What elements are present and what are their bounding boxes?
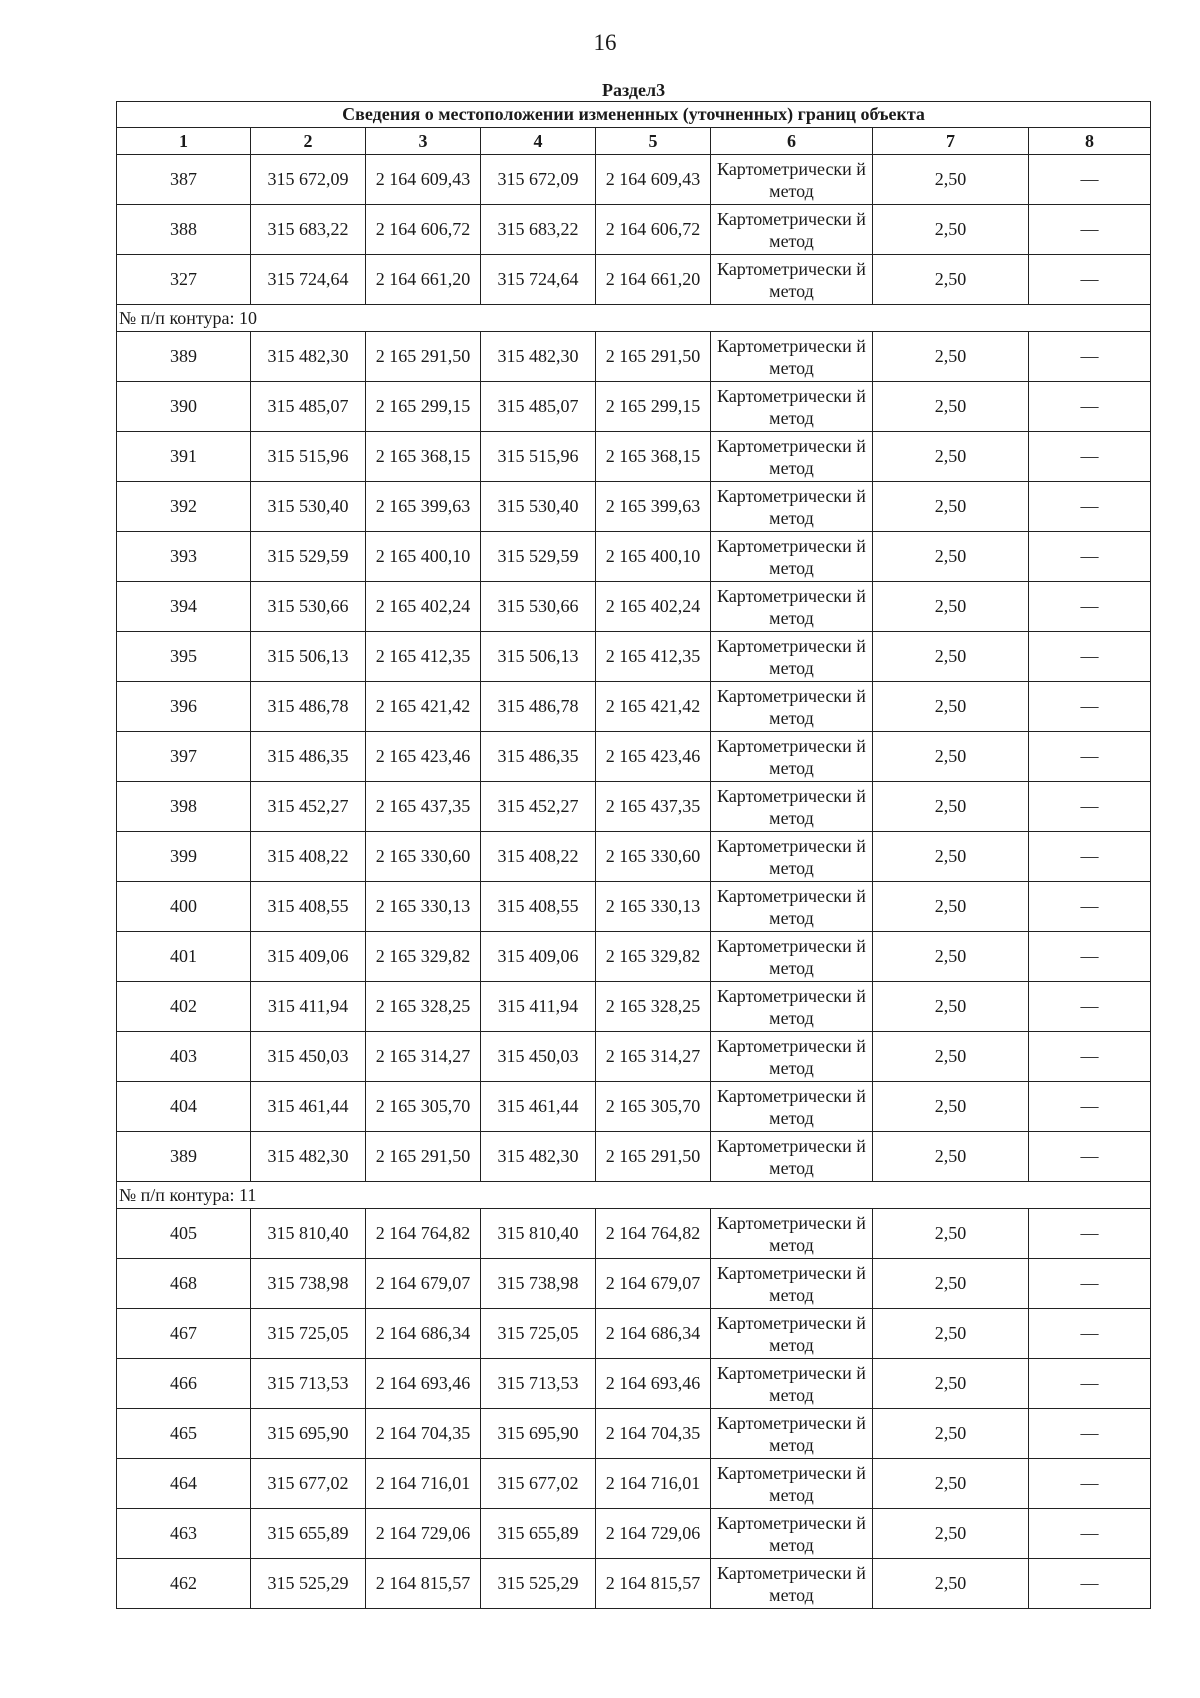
- accuracy-cell: 2,50: [873, 205, 1029, 255]
- accuracy-cell: 2,50: [873, 432, 1029, 482]
- boundary-coordinates-table: [116, 79, 1151, 1609]
- x-coordinate: 315 810,40: [251, 1209, 366, 1259]
- y-coordinate-new: 2 164 704,35: [596, 1409, 711, 1459]
- point-number: 466: [117, 1359, 251, 1409]
- x-coordinate-new: 315 655,89: [481, 1509, 596, 1559]
- x-coordinate-new: 315 482,30: [481, 1132, 596, 1182]
- x-coordinate-new: 315 525,29: [481, 1559, 596, 1609]
- accuracy-cell: 2,50: [873, 782, 1029, 832]
- y-coordinate: 2 165 421,42: [366, 682, 481, 732]
- x-coordinate-new: 315 450,03: [481, 1032, 596, 1082]
- column-number: 6: [711, 128, 873, 155]
- y-coordinate-new: 2 165 299,15: [596, 382, 711, 432]
- notes-cell: —: [1029, 1509, 1151, 1559]
- accuracy-cell: 2,50: [873, 1309, 1029, 1359]
- x-coordinate-new: 315 530,66: [481, 582, 596, 632]
- method-cell: Картометрически й метод: [711, 1259, 873, 1309]
- notes-cell: —: [1029, 482, 1151, 532]
- section-heading: Раздел3: [602, 80, 666, 100]
- y-coordinate-new: 2 165 412,35: [596, 632, 711, 682]
- notes-cell: —: [1029, 1032, 1151, 1082]
- x-coordinate-new: 315 452,27: [481, 782, 596, 832]
- y-coordinate: 2 164 716,01: [366, 1459, 481, 1509]
- y-coordinate: 2 164 661,20: [366, 255, 481, 305]
- accuracy-cell: 2,50: [873, 1132, 1029, 1182]
- x-coordinate-new: 315 724,64: [481, 255, 596, 305]
- point-number: 464: [117, 1459, 251, 1509]
- method-cell: Картометрически й метод: [711, 532, 873, 582]
- y-coordinate: 2 164 609,43: [366, 155, 481, 205]
- y-coordinate-new: 2 165 399,63: [596, 482, 711, 532]
- method-cell: Картометрически й метод: [711, 155, 873, 205]
- notes-cell: —: [1029, 782, 1151, 832]
- table-row: [117, 1259, 1151, 1309]
- page-number: 16: [593, 30, 617, 55]
- table-row: [117, 255, 1151, 305]
- accuracy-cell: 2,50: [873, 1082, 1029, 1132]
- table-row: [117, 732, 1151, 782]
- table-row: [117, 1309, 1151, 1359]
- method-cell: Картометрически й метод: [711, 782, 873, 832]
- x-coordinate: 315 506,13: [251, 632, 366, 682]
- y-coordinate: 2 165 402,24: [366, 582, 481, 632]
- y-coordinate: 2 164 693,46: [366, 1359, 481, 1409]
- y-coordinate: 2 165 330,60: [366, 832, 481, 882]
- y-coordinate-new: 2 164 679,07: [596, 1259, 711, 1309]
- notes-cell: —: [1029, 532, 1151, 582]
- column-number: 3: [366, 128, 481, 155]
- point-number: 465: [117, 1409, 251, 1459]
- y-coordinate-new: 2 165 291,50: [596, 1132, 711, 1182]
- y-coordinate-new: 2 165 402,24: [596, 582, 711, 632]
- notes-cell: —: [1029, 682, 1151, 732]
- y-coordinate: 2 165 305,70: [366, 1082, 481, 1132]
- method-cell: Картометрически й метод: [711, 1209, 873, 1259]
- y-coordinate: 2 165 423,46: [366, 732, 481, 782]
- x-coordinate: 315 411,94: [251, 982, 366, 1032]
- notes-cell: —: [1029, 582, 1151, 632]
- x-coordinate-new: 315 683,22: [481, 205, 596, 255]
- notes-cell: —: [1029, 732, 1151, 782]
- point-number: 390: [117, 382, 251, 432]
- y-coordinate-new: 2 165 423,46: [596, 732, 711, 782]
- method-cell: Картометрически й метод: [711, 1559, 873, 1609]
- x-coordinate: 315 485,07: [251, 382, 366, 432]
- x-coordinate-new: 315 725,05: [481, 1309, 596, 1359]
- y-coordinate-new: 2 164 716,01: [596, 1459, 711, 1509]
- table-row: [117, 1509, 1151, 1559]
- table-row: [117, 1082, 1151, 1132]
- y-coordinate-new: 2 165 328,25: [596, 982, 711, 1032]
- method-cell: Картометрически й метод: [711, 1032, 873, 1082]
- table-row: [117, 1132, 1151, 1182]
- y-coordinate-new: 2 165 314,27: [596, 1032, 711, 1082]
- accuracy-cell: 2,50: [873, 732, 1029, 782]
- x-coordinate-new: 315 695,90: [481, 1409, 596, 1459]
- accuracy-cell: 2,50: [873, 832, 1029, 882]
- column-number: 2: [251, 128, 366, 155]
- table-row: [117, 632, 1151, 682]
- x-coordinate: 315 713,53: [251, 1359, 366, 1409]
- point-number: 399: [117, 832, 251, 882]
- x-coordinate: 315 409,06: [251, 932, 366, 982]
- point-number: 394: [117, 582, 251, 632]
- method-cell: Картометрически й метод: [711, 1132, 873, 1182]
- notes-cell: —: [1029, 1409, 1151, 1459]
- notes-cell: —: [1029, 1359, 1151, 1409]
- method-cell: Картометрически й метод: [711, 205, 873, 255]
- y-coordinate-new: 2 165 400,10: [596, 532, 711, 582]
- accuracy-cell: 2,50: [873, 1409, 1029, 1459]
- table-row: [117, 932, 1151, 982]
- method-cell: Картометрически й метод: [711, 1409, 873, 1459]
- y-coordinate-new: 2 164 661,20: [596, 255, 711, 305]
- x-coordinate: 315 486,35: [251, 732, 366, 782]
- y-coordinate-new: 2 164 729,06: [596, 1509, 711, 1559]
- section-heading-row: [117, 79, 1151, 102]
- y-coordinate-new: 2 164 764,82: [596, 1209, 711, 1259]
- point-number: 403: [117, 1032, 251, 1082]
- accuracy-cell: 2,50: [873, 1032, 1029, 1082]
- point-number: 400: [117, 882, 251, 932]
- y-coordinate-new: 2 165 330,13: [596, 882, 711, 932]
- contour-label: № п/п контура: 10: [117, 305, 1151, 332]
- x-coordinate: 315 486,78: [251, 682, 366, 732]
- accuracy-cell: 2,50: [873, 332, 1029, 382]
- point-number: 391: [117, 432, 251, 482]
- notes-cell: —: [1029, 155, 1151, 205]
- method-cell: Картометрически й метод: [711, 882, 873, 932]
- point-number: 467: [117, 1309, 251, 1359]
- column-number: 4: [481, 128, 596, 155]
- y-coordinate-new: 2 164 609,43: [596, 155, 711, 205]
- notes-cell: —: [1029, 432, 1151, 482]
- x-coordinate: 315 530,40: [251, 482, 366, 532]
- x-coordinate-new: 315 408,22: [481, 832, 596, 882]
- method-cell: Картометрически й метод: [711, 482, 873, 532]
- x-coordinate: 315 461,44: [251, 1082, 366, 1132]
- method-cell: Картометрически й метод: [711, 932, 873, 982]
- table-row: [117, 332, 1151, 382]
- table-row: [117, 532, 1151, 582]
- y-coordinate-new: 2 165 437,35: [596, 782, 711, 832]
- notes-cell: —: [1029, 1209, 1151, 1259]
- x-coordinate: 315 724,64: [251, 255, 366, 305]
- y-coordinate: 2 165 329,82: [366, 932, 481, 982]
- notes-cell: —: [1029, 882, 1151, 932]
- x-coordinate: 315 482,30: [251, 332, 366, 382]
- column-number-row: [117, 128, 1151, 155]
- x-coordinate-new: 315 482,30: [481, 332, 596, 382]
- contour-row: [117, 1182, 1151, 1209]
- x-coordinate: 315 672,09: [251, 155, 366, 205]
- accuracy-cell: 2,50: [873, 982, 1029, 1032]
- x-coordinate: 315 695,90: [251, 1409, 366, 1459]
- accuracy-cell: 2,50: [873, 682, 1029, 732]
- accuracy-cell: 2,50: [873, 582, 1029, 632]
- y-coordinate: 2 164 729,06: [366, 1509, 481, 1559]
- notes-cell: —: [1029, 1259, 1151, 1309]
- method-cell: Картометрически й метод: [711, 632, 873, 682]
- x-coordinate: 315 738,98: [251, 1259, 366, 1309]
- notes-cell: —: [1029, 1559, 1151, 1609]
- x-coordinate-new: 315 672,09: [481, 155, 596, 205]
- y-coordinate: 2 165 412,35: [366, 632, 481, 682]
- y-coordinate: 2 165 328,25: [366, 982, 481, 1032]
- x-coordinate: 315 408,22: [251, 832, 366, 882]
- point-number: 389: [117, 332, 251, 382]
- point-number: 389: [117, 1132, 251, 1182]
- accuracy-cell: 2,50: [873, 1359, 1029, 1409]
- x-coordinate-new: 315 486,78: [481, 682, 596, 732]
- y-coordinate: 2 165 368,15: [366, 432, 481, 482]
- y-coordinate: 2 164 679,07: [366, 1259, 481, 1309]
- x-coordinate-new: 315 529,59: [481, 532, 596, 582]
- notes-cell: —: [1029, 1082, 1151, 1132]
- table-row: [117, 1359, 1151, 1409]
- accuracy-cell: 2,50: [873, 255, 1029, 305]
- y-coordinate-new: 2 165 329,82: [596, 932, 711, 982]
- y-coordinate-new: 2 165 305,70: [596, 1082, 711, 1132]
- table-row: [117, 982, 1151, 1032]
- point-number: 396: [117, 682, 251, 732]
- point-number: 404: [117, 1082, 251, 1132]
- x-coordinate: 315 482,30: [251, 1132, 366, 1182]
- point-number: 327: [117, 255, 251, 305]
- table-row: [117, 382, 1151, 432]
- method-cell: Картометрически й метод: [711, 832, 873, 882]
- table-row: [117, 205, 1151, 255]
- method-cell: Картометрически й метод: [711, 432, 873, 482]
- x-coordinate: 315 452,27: [251, 782, 366, 832]
- x-coordinate-new: 315 485,07: [481, 382, 596, 432]
- accuracy-cell: 2,50: [873, 882, 1029, 932]
- x-coordinate: 315 525,29: [251, 1559, 366, 1609]
- x-coordinate-new: 315 810,40: [481, 1209, 596, 1259]
- x-coordinate-new: 315 506,13: [481, 632, 596, 682]
- method-cell: Картометрически й метод: [711, 382, 873, 432]
- y-coordinate: 2 164 704,35: [366, 1409, 481, 1459]
- table-body: [117, 79, 1151, 1609]
- notes-cell: —: [1029, 1459, 1151, 1509]
- y-coordinate: 2 164 686,34: [366, 1309, 481, 1359]
- table-row: [117, 882, 1151, 932]
- y-coordinate: 2 165 400,10: [366, 532, 481, 582]
- x-coordinate: 315 408,55: [251, 882, 366, 932]
- y-coordinate: 2 165 399,63: [366, 482, 481, 532]
- accuracy-cell: 2,50: [873, 1459, 1029, 1509]
- point-number: 463: [117, 1509, 251, 1559]
- accuracy-cell: 2,50: [873, 532, 1029, 582]
- y-coordinate-new: 2 164 606,72: [596, 205, 711, 255]
- y-coordinate: 2 164 606,72: [366, 205, 481, 255]
- method-cell: Картометрически й метод: [711, 1459, 873, 1509]
- table-title: Сведения о местоположении измененных (уточненных) границ объекта: [117, 102, 1151, 128]
- method-cell: Картометрически й метод: [711, 682, 873, 732]
- table-row: [117, 582, 1151, 632]
- accuracy-cell: 2,50: [873, 932, 1029, 982]
- notes-cell: —: [1029, 832, 1151, 882]
- notes-cell: —: [1029, 205, 1151, 255]
- method-cell: Картометрически й метод: [711, 732, 873, 782]
- x-coordinate: 315 530,66: [251, 582, 366, 632]
- table-row: [117, 155, 1151, 205]
- y-coordinate-new: 2 165 291,50: [596, 332, 711, 382]
- x-coordinate: 315 529,59: [251, 532, 366, 582]
- x-coordinate-new: 315 515,96: [481, 432, 596, 482]
- y-coordinate-new: 2 164 693,46: [596, 1359, 711, 1409]
- x-coordinate-new: 315 713,53: [481, 1359, 596, 1409]
- accuracy-cell: 2,50: [873, 1209, 1029, 1259]
- column-number: 8: [1029, 128, 1151, 155]
- y-coordinate: 2 165 299,15: [366, 382, 481, 432]
- y-coordinate-new: 2 164 815,57: [596, 1559, 711, 1609]
- table-row: [117, 482, 1151, 532]
- y-coordinate-new: 2 165 368,15: [596, 432, 711, 482]
- column-number: 1: [117, 128, 251, 155]
- accuracy-cell: 2,50: [873, 1509, 1029, 1559]
- y-coordinate-new: 2 164 686,34: [596, 1309, 711, 1359]
- method-cell: Картометрически й метод: [711, 1082, 873, 1132]
- y-coordinate: 2 165 330,13: [366, 882, 481, 932]
- y-coordinate-new: 2 165 330,60: [596, 832, 711, 882]
- table-row: [117, 432, 1151, 482]
- notes-cell: —: [1029, 382, 1151, 432]
- table-row: [117, 1459, 1151, 1509]
- notes-cell: —: [1029, 1309, 1151, 1359]
- point-number: 393: [117, 532, 251, 582]
- accuracy-cell: 2,50: [873, 1559, 1029, 1609]
- table-row: [117, 1032, 1151, 1082]
- accuracy-cell: 2,50: [873, 632, 1029, 682]
- point-number: 388: [117, 205, 251, 255]
- x-coordinate-new: 315 408,55: [481, 882, 596, 932]
- notes-cell: —: [1029, 982, 1151, 1032]
- point-number: 405: [117, 1209, 251, 1259]
- x-coordinate-new: 315 738,98: [481, 1259, 596, 1309]
- column-number: 7: [873, 128, 1029, 155]
- table-row: [117, 1409, 1151, 1459]
- x-coordinate: 315 725,05: [251, 1309, 366, 1359]
- x-coordinate-new: 315 409,06: [481, 932, 596, 982]
- x-coordinate: 315 683,22: [251, 205, 366, 255]
- notes-cell: —: [1029, 932, 1151, 982]
- method-cell: Картометрически й метод: [711, 1309, 873, 1359]
- accuracy-cell: 2,50: [873, 155, 1029, 205]
- method-cell: Картометрически й метод: [711, 582, 873, 632]
- y-coordinate: 2 165 291,50: [366, 1132, 481, 1182]
- y-coordinate: 2 165 314,27: [366, 1032, 481, 1082]
- contour-row: [117, 305, 1151, 332]
- method-cell: Картометрически й метод: [711, 1359, 873, 1409]
- table-row: [117, 832, 1151, 882]
- point-number: 392: [117, 482, 251, 532]
- y-coordinate: 2 164 764,82: [366, 1209, 481, 1259]
- point-number: 397: [117, 732, 251, 782]
- y-coordinate: 2 164 815,57: [366, 1559, 481, 1609]
- x-coordinate-new: 315 411,94: [481, 982, 596, 1032]
- point-number: 402: [117, 982, 251, 1032]
- notes-cell: —: [1029, 632, 1151, 682]
- table-row: [117, 782, 1151, 832]
- x-coordinate-new: 315 530,40: [481, 482, 596, 532]
- point-number: 401: [117, 932, 251, 982]
- x-coordinate: 315 450,03: [251, 1032, 366, 1082]
- column-number: 5: [596, 128, 711, 155]
- point-number: 398: [117, 782, 251, 832]
- method-cell: Картометрически й метод: [711, 332, 873, 382]
- x-coordinate-new: 315 677,02: [481, 1459, 596, 1509]
- accuracy-cell: 2,50: [873, 1259, 1029, 1309]
- table-row: [117, 1559, 1151, 1609]
- x-coordinate-new: 315 486,35: [481, 732, 596, 782]
- accuracy-cell: 2,50: [873, 482, 1029, 532]
- method-cell: Картометрически й метод: [711, 982, 873, 1032]
- y-coordinate: 2 165 291,50: [366, 332, 481, 382]
- notes-cell: —: [1029, 1132, 1151, 1182]
- y-coordinate: 2 165 437,35: [366, 782, 481, 832]
- x-coordinate: 315 655,89: [251, 1509, 366, 1559]
- method-cell: Картометрически й метод: [711, 255, 873, 305]
- point-number: 395: [117, 632, 251, 682]
- table-row: [117, 682, 1151, 732]
- table-row: [117, 1209, 1151, 1259]
- point-number: 462: [117, 1559, 251, 1609]
- point-number: 468: [117, 1259, 251, 1309]
- accuracy-cell: 2,50: [873, 382, 1029, 432]
- y-coordinate-new: 2 165 421,42: [596, 682, 711, 732]
- table-title-row: [117, 102, 1151, 128]
- x-coordinate: 315 515,96: [251, 432, 366, 482]
- contour-label: № п/п контура: 11: [117, 1182, 1151, 1209]
- method-cell: Картометрически й метод: [711, 1509, 873, 1559]
- notes-cell: —: [1029, 332, 1151, 382]
- x-coordinate-new: 315 461,44: [481, 1082, 596, 1132]
- notes-cell: —: [1029, 255, 1151, 305]
- x-coordinate: 315 677,02: [251, 1459, 366, 1509]
- point-number: 387: [117, 155, 251, 205]
